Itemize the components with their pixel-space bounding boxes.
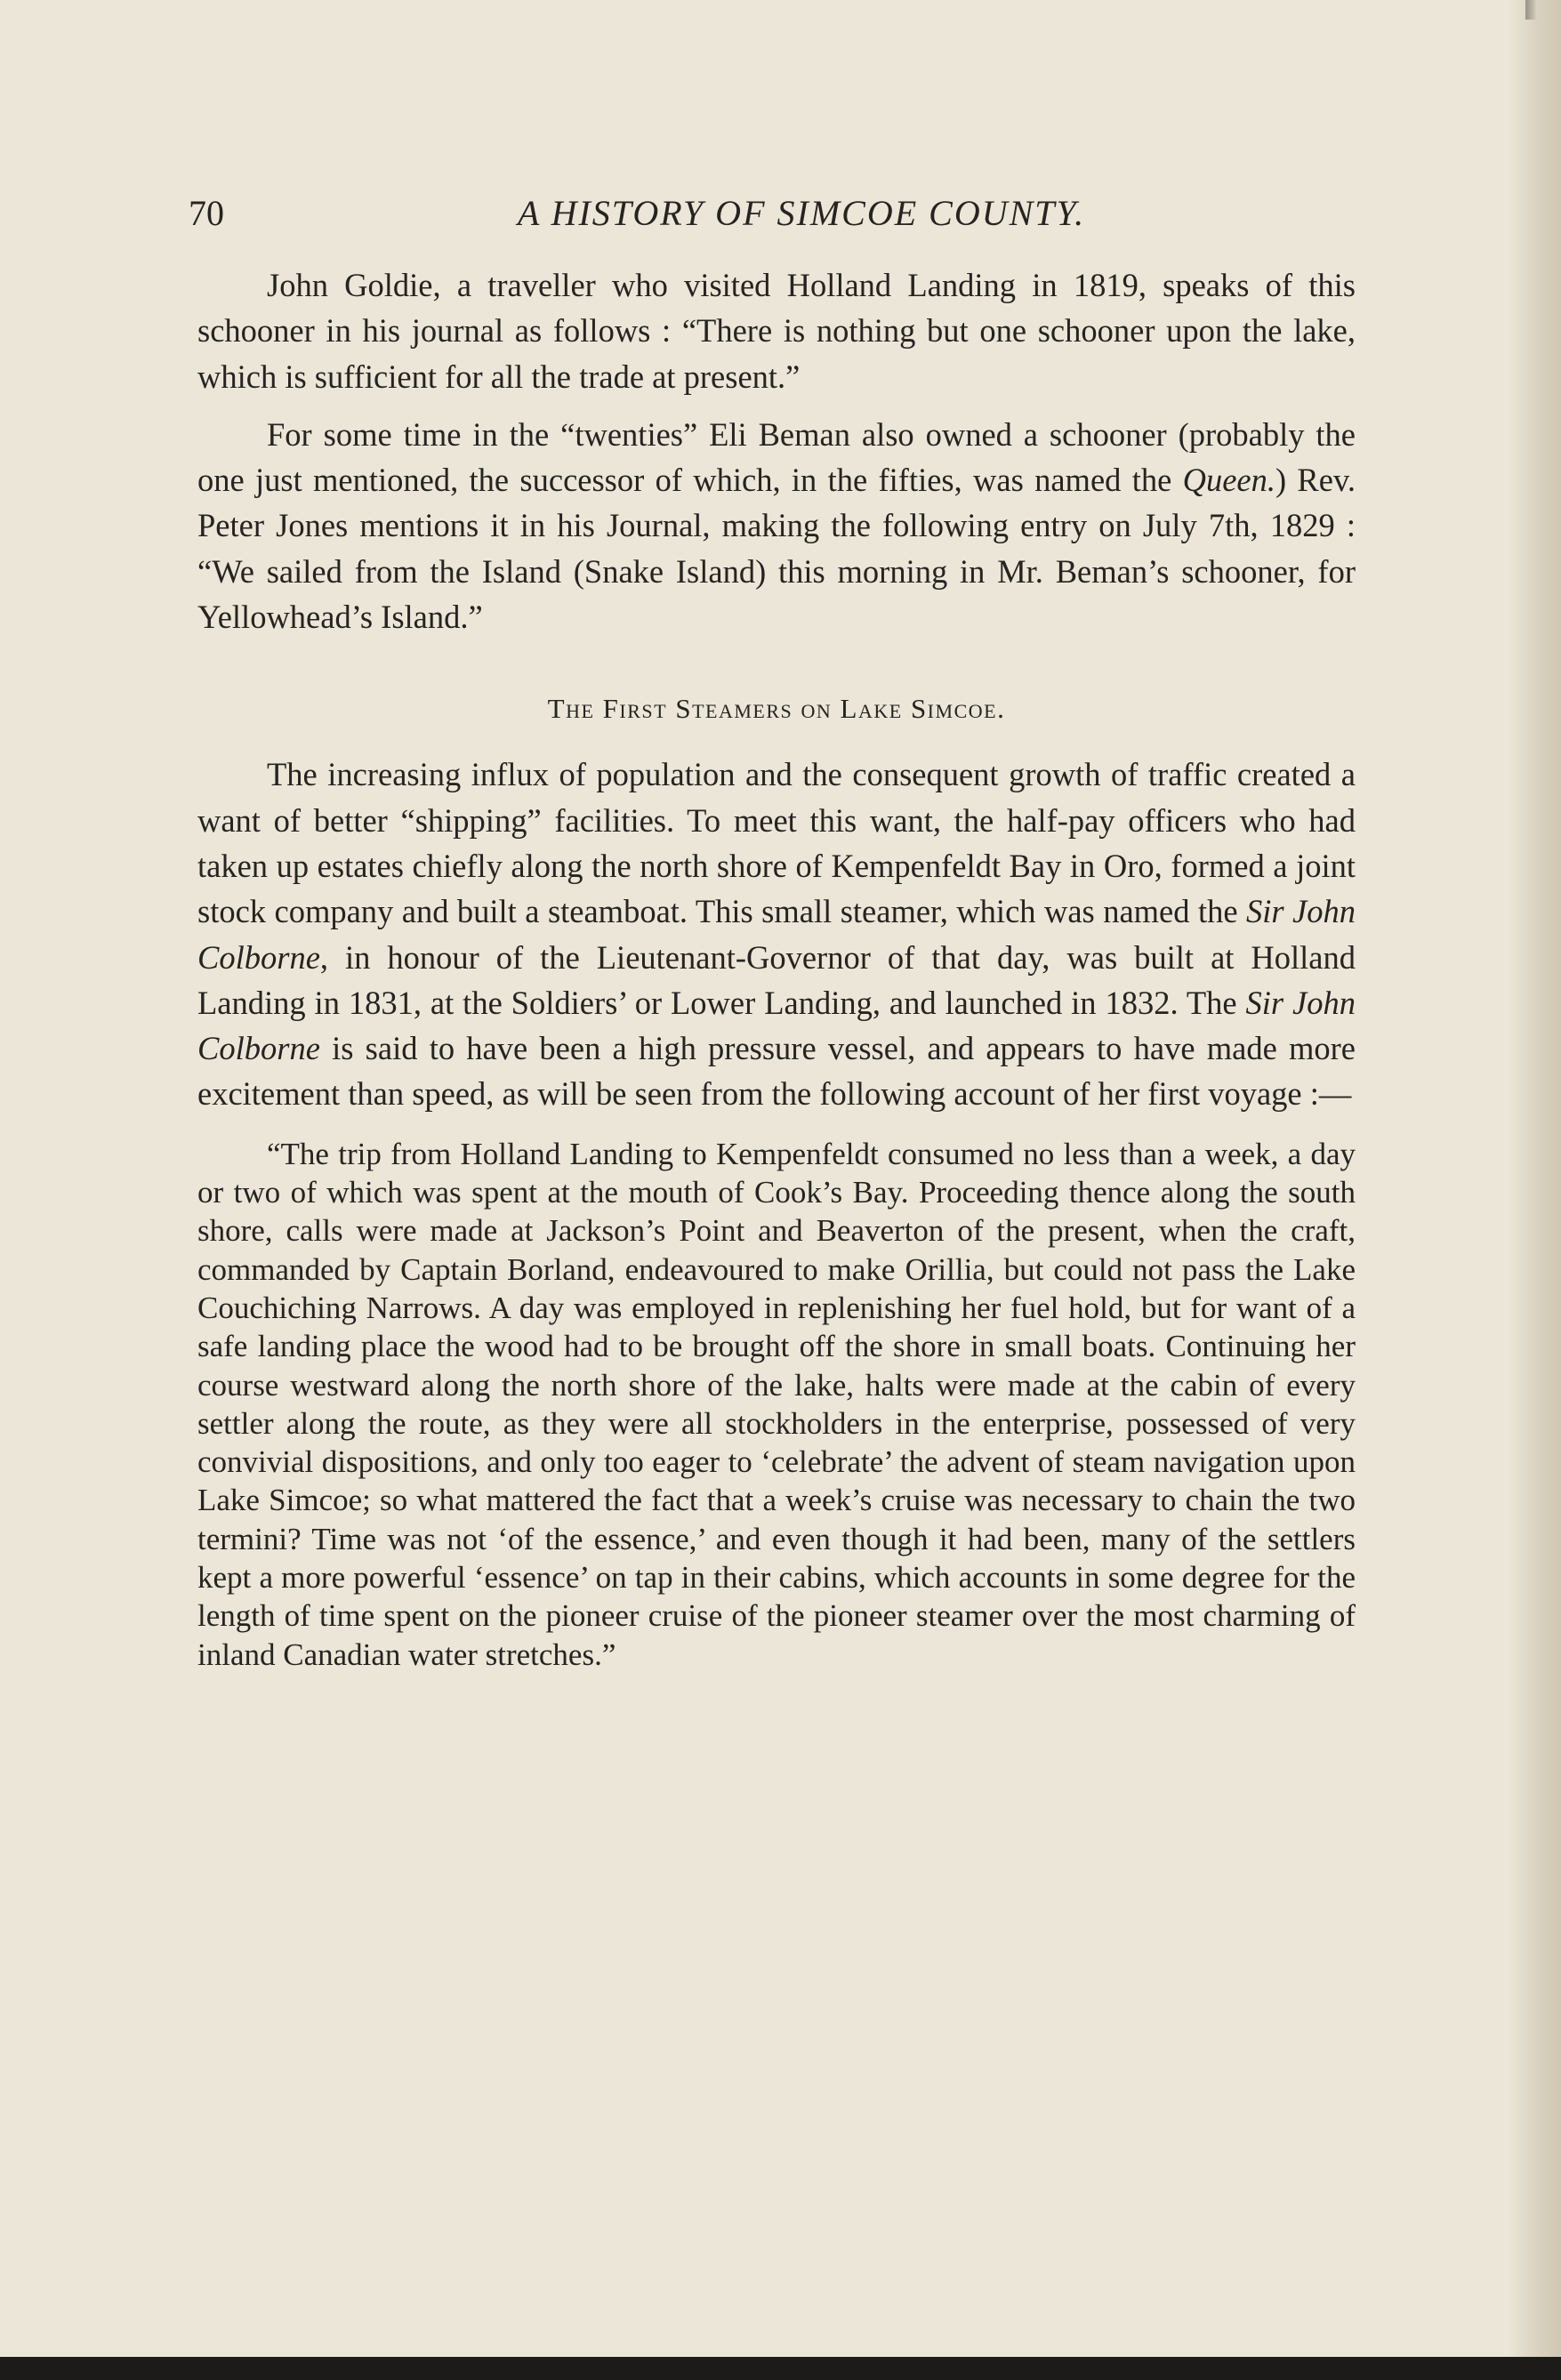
page-header <box>189 187 1361 240</box>
paragraph-steamers: The increasing influx of population and the consequent growth of traffic created a want of better “shipping” facilities. To meet this want, the half-pay officers who had taken up estates chiefly along the north shore of Kempenfeldt Bay in Oro, formed a joint stock company and built a steamboat. This small steamer, which was named the Sir John Colborne, in honour of the Lieutenant-Governor of that day, was built at Holland Landing in 1831, at the Soldiers’ or Lower Landing, and launched in 1832. The Sir John Colborne is said to have been a high pressure vessel, and appears to have made more excitement than speed, as will be seen from the following account of her first voyage :— <box>197 756 1356 1113</box>
scan-bottom-edge <box>0 2357 1561 2380</box>
page-number: 70 <box>189 193 224 233</box>
section-heading: The First Steamers on Lake Simcoe. <box>547 693 1006 725</box>
quote-first-voyage: “The trip from Holland Landing to Kempenfeldt consumed no less than a week, a day or two of which was spent at the mouth of Cook’s Bay. Proceeding thence along the south shore, calls were made at Jackson’s Point and Beaverton of the present, when the craft, commanded by Captain Borland, endeavoured to make Orillia, but could not pass the Lake Couchiching Narrows. A day was employed in replenishing her fuel hold, but for want of a safe landing place the wood had to be brought off the shore in small boats. Continuing her course westward along the north shore of the lake, halts were made at the cabin of every settler along the route, as they were all stockholders in the enterprise, possessed of very convivial dispositions, and only too eager to ‘celebrate’ the advent of steam navigation upon Lake Simcoe; so what mattered the fact that a week’s cruise was necessary to chain the two termini? Time was not ‘of the essence,’ and even though it had been, many of the settlers kept a more powerful ‘essence’ on tap in their cabins, which accounts in some degree for the length of time spent on the pioneer cruise of the pioneer steamer over the most charming of inland Canadian water stretches.” <box>197 1136 1356 1672</box>
paragraph-goldie: John Goldie, a traveller who visited Holland Landing in 1819, speaks of this schooner in his journal as follows : “There is nothing but one schooner upon the lake, which is sufficient for all the trade at present.” <box>197 267 1356 395</box>
paragraph-beman: For some time in the “twenties” Eli Beman also owned a schooner (probably the one just mentioned, the successor of which, in the fifties, was named the Queen.) Rev. Peter Jones mentions it in his Journal, making the following entry on July 7th, 1829 : “We sailed from the Island (Snake Island) this morning in Mr. Beman’s schooner, for Yellowhead’s Island.” <box>197 415 1356 636</box>
page-body <box>197 262 1356 1674</box>
page-gutter-shadow <box>1508 0 1561 2380</box>
running-title: A HISTORY OF SIMCOE COUNTY. <box>517 193 1086 233</box>
